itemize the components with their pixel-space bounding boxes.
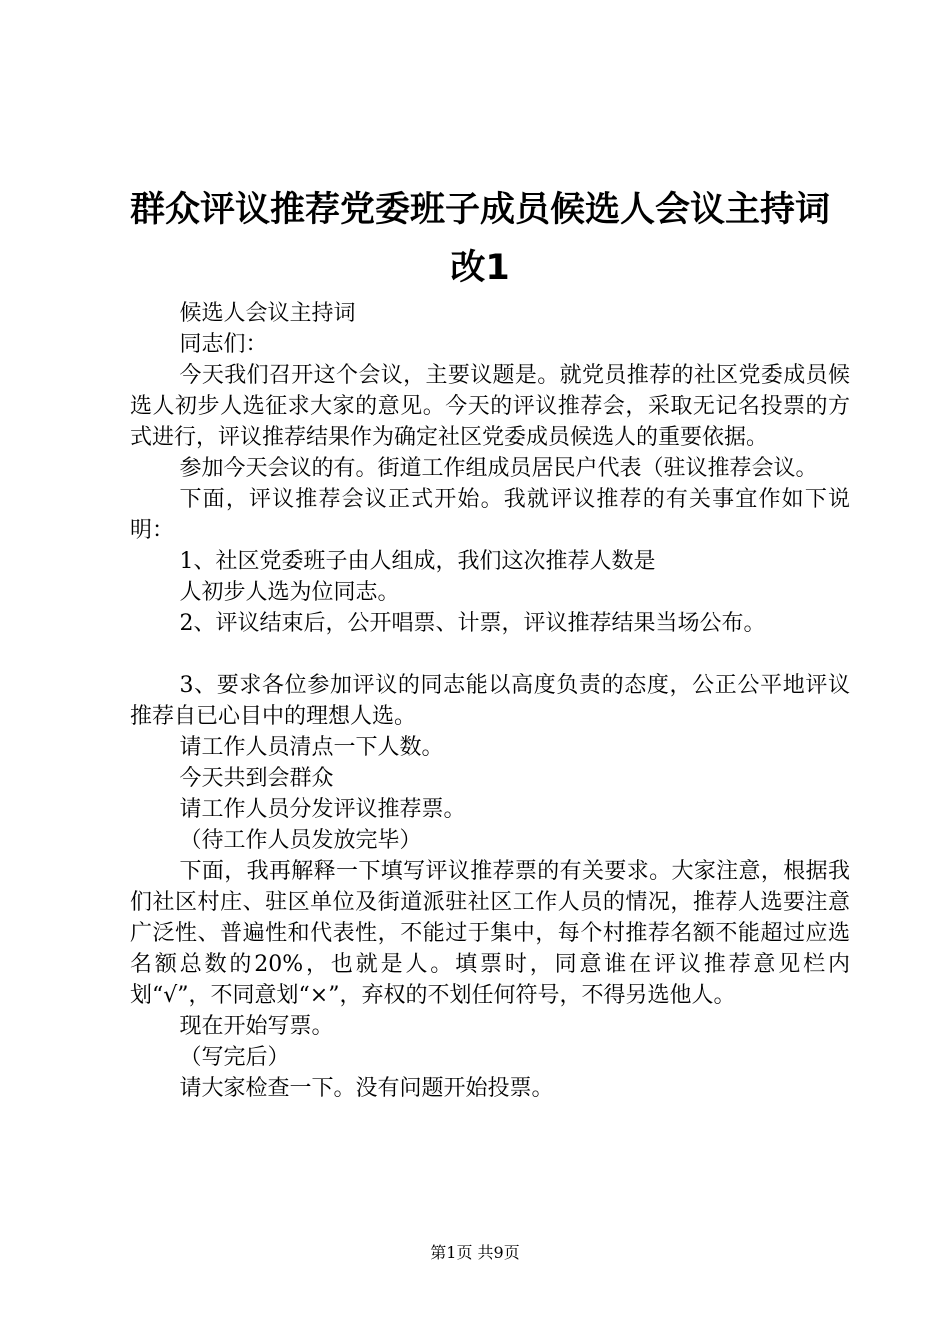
paragraph-item-2: 2、评议结束后，公开唱票、计票，评议推荐结果当场公布。 bbox=[179, 611, 766, 636]
paragraph-count: 请工作人员清点一下人数。 bbox=[179, 735, 444, 760]
paragraph-attendees: 参加今天会议的有。街道工作组成员居民户代表（驻议推荐会议。 bbox=[179, 456, 818, 481]
paragraph-wait: （待工作人员发放完毕） bbox=[179, 828, 422, 853]
paragraph-instructions: 下面，我再解释一下填写评议推荐票的有关要求。大家注意，根据我们社区村庄、驻区单位及街道派驻社区工作人员的情况，推荐人选要注意广泛性、普遍性和代表性，不能过于集中，每个村推荐名额不能超过应选名额总数的20%，也就是人。填票时，同意谁在评议推荐意见栏内划“√”，不同意划“×”，弃权的不划任何符号，不得另选他人。 bbox=[130, 859, 850, 1008]
paragraph-intro: 今天我们召开这个会议，主要议题是。就党员推荐的社区党委成员候选人初步人选征求大家的意见。今天的评议推荐会，采取无记名投票的方式进行，评议推荐结果作为确定社区党委成员候选人的重要依据。 bbox=[130, 363, 850, 450]
paragraph-write: 现在开始写票。 bbox=[179, 1014, 334, 1039]
paragraph-gap bbox=[130, 639, 850, 670]
paragraph-heading: 候选人会议主持词 bbox=[179, 301, 356, 326]
document-title-line-2: 改1 bbox=[450, 248, 510, 288]
paragraph-item-1-cont: 人初步人选为位同志。 bbox=[179, 580, 400, 605]
paragraph-start: 下面，评议推荐会议正式开始。我就评议推荐的有关事宜作如下说明： bbox=[130, 487, 850, 543]
paragraph-item-1: 1、社区党委班子由人组成，我们这次推荐人数是 bbox=[179, 549, 656, 574]
paragraph-vote: 请大家检查一下。没有问题开始投票。 bbox=[179, 1076, 554, 1101]
paragraph-item-3: 3、要求各位参加评议的同志能以高度负责的态度，公正公平地评议推荐自已心目中的理想人选。 bbox=[130, 673, 850, 729]
page-number-footer: 第1页 共9页 bbox=[430, 1243, 520, 1262]
document-title-line-1: 群众评议推荐党委班子成员候选人会议主持词 bbox=[129, 190, 830, 230]
paragraph-salutation: 同志们： bbox=[179, 332, 268, 357]
paragraph-attendance: 今天共到会群众 bbox=[179, 766, 334, 791]
paragraph-after-write: （写完后） bbox=[179, 1045, 290, 1070]
document-body bbox=[130, 298, 850, 1104]
paragraph-distribute: 请工作人员分发评议推荐票。 bbox=[179, 797, 466, 822]
